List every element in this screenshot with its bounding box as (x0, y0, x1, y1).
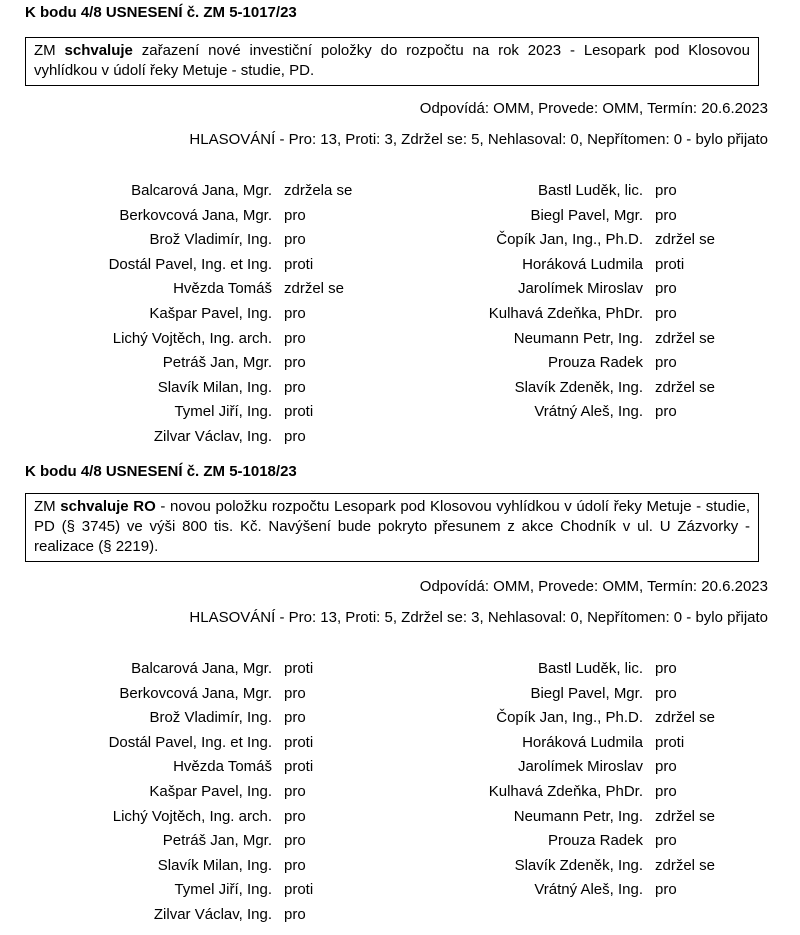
resolution-text-box (25, 493, 759, 562)
vote-row (0, 305, 800, 329)
vote-row (0, 734, 800, 758)
member-vote: pro (655, 182, 677, 199)
member-vote: pro (284, 231, 306, 249)
vote-row (0, 354, 800, 378)
resolution-heading: K bodu 4/8 USNESENÍ č. ZM 5-1018/23 (25, 463, 297, 480)
member-name: Kašpar Pavel, Ing. (149, 305, 272, 322)
member-name: Jarolímek Miroslav (517, 758, 643, 776)
member-name: Prouza Radek (547, 354, 643, 372)
member-vote: zdržel se (655, 378, 716, 396)
member-vote: pro (655, 881, 677, 899)
member-name: Balcarová Jana, Mgr. (131, 182, 272, 199)
member-name: Horáková Ludmila (522, 733, 643, 751)
vote-row (0, 758, 800, 782)
vote-row (0, 231, 800, 255)
vote-row (0, 280, 800, 304)
member-name: Petráš Jan, Mgr. (162, 832, 272, 850)
member-name: Dostál Pavel, Ing. et Ing. (108, 255, 272, 273)
member-name: Bastl Luděk, lic. (537, 660, 643, 677)
member-name: Neumann Petr, Ing. (513, 329, 643, 347)
vote-row (0, 783, 800, 807)
member-vote: pro (284, 305, 306, 322)
member-vote: zdržel se (655, 807, 716, 825)
member-vote: proti (284, 255, 314, 273)
member-vote: pro (284, 206, 306, 224)
vote-row (0, 808, 800, 832)
member-vote: proti (655, 255, 685, 273)
vote-row (0, 256, 800, 280)
member-vote: pro (655, 684, 677, 702)
vote-row (0, 685, 800, 709)
vote-row (0, 207, 800, 231)
member-vote: pro (655, 206, 677, 224)
member-name: Prouza Radek (547, 832, 643, 850)
member-vote: zdržela se (284, 182, 353, 199)
member-vote: pro (284, 906, 306, 923)
vote-row (0, 906, 800, 930)
member-name: Neumann Petr, Ing. (513, 807, 643, 825)
member-name: Čopík Jan, Ing., Ph.D. (496, 231, 643, 249)
member-name: Vrátný Aleš, Ing. (534, 403, 643, 421)
vote-row (0, 832, 800, 856)
member-name: Berkovcová Jana, Mgr. (119, 206, 272, 224)
member-vote: proti (284, 403, 314, 421)
member-name: Kulhavá Zdeňka, PhDr. (488, 305, 643, 322)
resolution-section-1018 (0, 463, 800, 933)
member-name: Čopík Jan, Ing., Ph.D. (496, 709, 643, 727)
member-name: Biegl Pavel, Mgr. (530, 684, 643, 702)
member-name: Berkovcová Jana, Mgr. (119, 684, 272, 702)
member-name: Brož Vladimír, Ing. (149, 231, 272, 249)
member-name: Petráš Jan, Mgr. (162, 354, 272, 372)
member-vote: pro (284, 684, 306, 702)
member-vote: pro (284, 428, 306, 445)
member-vote: pro (655, 354, 677, 372)
member-vote: proti (655, 733, 685, 751)
member-name: Balcarová Jana, Mgr. (131, 660, 272, 677)
member-vote: proti (284, 660, 314, 677)
resolution-prefix: ZM (34, 498, 61, 515)
vote-row (0, 660, 800, 684)
vote-row (0, 709, 800, 733)
member-name: Kašpar Pavel, Ing. (149, 783, 272, 800)
vote-summary: HLASOVÁNÍ - Pro: 13, Proti: 3, Zdržel se: 5, Nehlasoval: 0, Nepřítomen: 0 - bylo přijato (189, 131, 768, 148)
resolution-verb: schvaluje RO (60, 498, 156, 515)
member-vote: proti (284, 733, 314, 751)
resolution-prefix: ZM (34, 42, 65, 59)
member-name: Slavík Milan, Ing. (157, 856, 272, 874)
member-vote: pro (284, 856, 306, 874)
member-vote: pro (655, 305, 677, 322)
member-vote: pro (284, 832, 306, 850)
member-name: Brož Vladimír, Ing. (149, 709, 272, 727)
vote-row (0, 182, 800, 206)
member-vote: pro (655, 832, 677, 850)
member-name: Zilvar Václav, Ing. (153, 428, 272, 445)
member-vote: zdržel se (655, 329, 716, 347)
resolution-text-box (25, 37, 759, 86)
member-vote: pro (655, 660, 677, 677)
member-vote: pro (655, 783, 677, 800)
resolution-body: - novou položku rozpočtu Lesopark pod Klosovou vyhlídkou v údolí řeky Metuje - studie, PD (§ 3745) ve výši 800 tis. Kč. Navýšení bude pokryto přesunem z akce Chodník v ul. U Zázvorky - realizace (§ 2219). (34, 498, 750, 555)
responsibility-line: Odpovídá: OMM, Provede: OMM, Termín: 20.6.2023 (419, 578, 768, 595)
resolution-heading: K bodu 4/8 USNESENÍ č. ZM 5-1017/23 (25, 4, 297, 21)
member-vote: pro (284, 378, 306, 396)
member-name: Dostál Pavel, Ing. et Ing. (108, 733, 272, 751)
member-name: Slavík Milan, Ing. (157, 378, 272, 396)
member-vote: zdržel se (284, 280, 345, 298)
member-name: Tymel Jiří, Ing. (174, 881, 272, 899)
member-name: Vrátný Aleš, Ing. (534, 881, 643, 899)
member-vote: pro (284, 783, 306, 800)
member-vote: pro (284, 709, 306, 727)
member-vote: pro (655, 403, 677, 421)
vote-row (0, 857, 800, 881)
member-vote: zdržel se (655, 856, 716, 874)
vote-summary: HLASOVÁNÍ - Pro: 13, Proti: 5, Zdržel se: 3, Nehlasoval: 0, Nepřítomen: 0 - bylo přijato (189, 609, 768, 626)
responsibility-line: Odpovídá: OMM, Provede: OMM, Termín: 20.6.2023 (419, 100, 768, 117)
member-name: Tymel Jiří, Ing. (174, 403, 272, 421)
resolution-verb: schvaluje (64, 42, 133, 59)
vote-row (0, 330, 800, 354)
member-name: Lichý Vojtěch, Ing. arch. (112, 329, 272, 347)
member-vote: zdržel se (655, 709, 716, 727)
member-vote: pro (655, 280, 677, 298)
member-name: Hvězda Tomáš (173, 758, 272, 776)
member-vote: pro (284, 329, 306, 347)
vote-row (0, 403, 800, 427)
member-name: Jarolímek Miroslav (517, 280, 643, 298)
member-name: Zilvar Václav, Ing. (153, 906, 272, 923)
member-name: Kulhavá Zdeňka, PhDr. (488, 783, 643, 800)
member-vote: proti (284, 758, 314, 776)
member-vote: pro (655, 758, 677, 776)
member-name: Slavík Zdeněk, Ing. (514, 378, 643, 396)
member-vote: zdržel se (655, 231, 716, 249)
vote-row (0, 428, 800, 452)
member-vote: pro (284, 354, 306, 372)
resolution-section-1017 (0, 4, 800, 454)
vote-row (0, 379, 800, 403)
member-vote: proti (284, 881, 314, 899)
member-name: Horáková Ludmila (522, 255, 643, 273)
member-name: Lichý Vojtěch, Ing. arch. (112, 807, 272, 825)
member-name: Hvězda Tomáš (173, 280, 272, 298)
member-vote: pro (284, 807, 306, 825)
vote-row (0, 881, 800, 905)
member-name: Bastl Luděk, lic. (537, 182, 643, 199)
resolution-body: zařazení nové investiční položky do rozpočtu na rok 2023 - Lesopark pod Klosovou vyhlídkou v údolí řeky Metuje - studie, PD. (34, 42, 750, 79)
member-name: Slavík Zdeněk, Ing. (514, 856, 643, 874)
member-name: Biegl Pavel, Mgr. (530, 206, 643, 224)
